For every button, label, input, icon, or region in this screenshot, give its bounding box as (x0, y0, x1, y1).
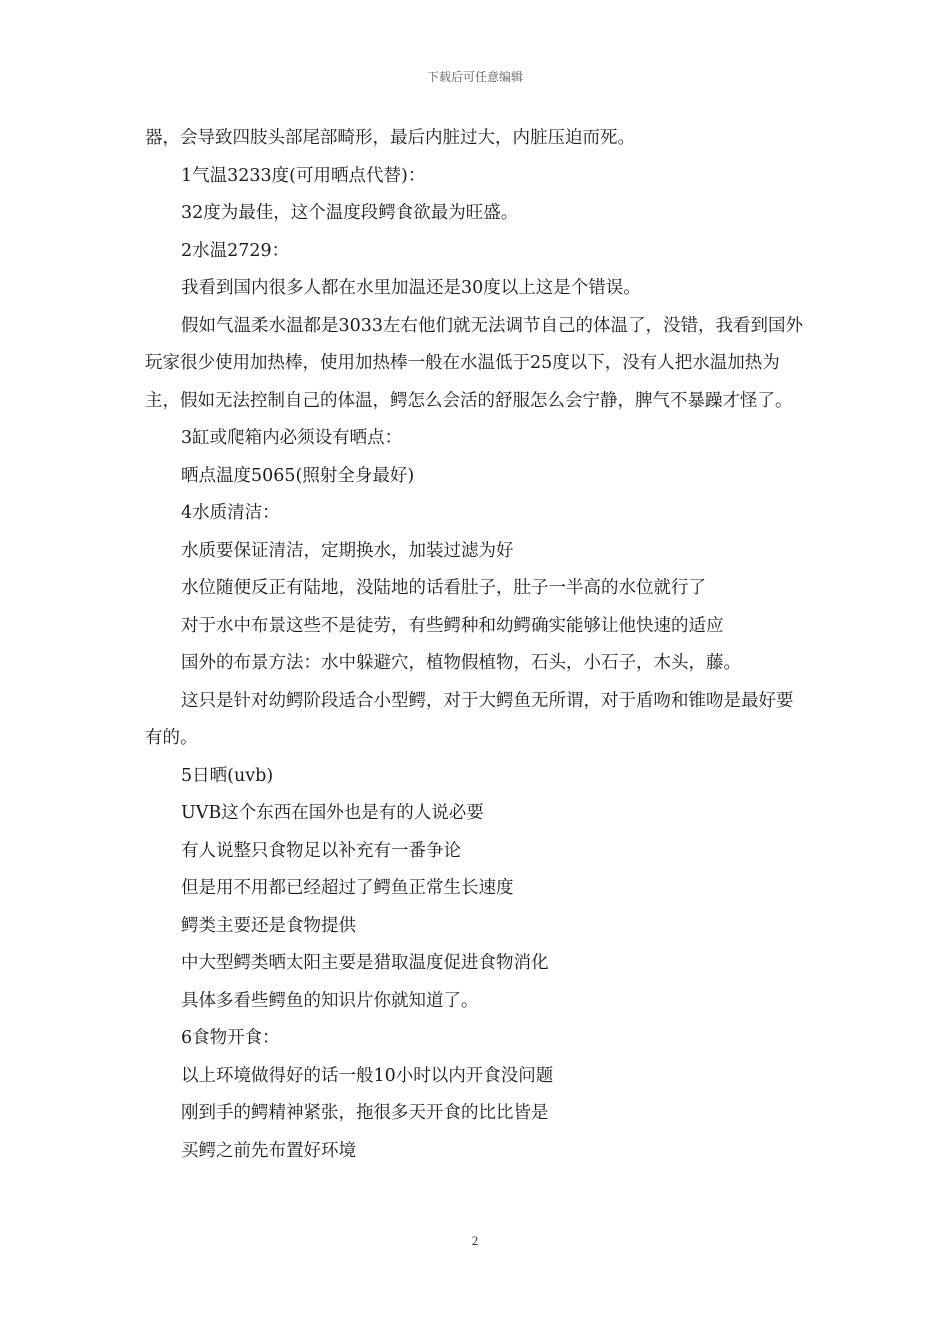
paragraph: 但是用不用都已经超过了鳄鱼正常生长速度 (181, 878, 514, 898)
paragraph: 具体多看些鳄鱼的知识片你就知道了。 (181, 990, 479, 1011)
paragraph: 有人说整只食物足以补充有一番争论 (181, 840, 461, 861)
paragraph: 6食物开食： (181, 1028, 280, 1048)
paragraph: 器，会导致四肢头部尾部畸形，最后内脏过大，内脏压迫而死。 (145, 128, 635, 148)
paragraph: 买鳄之前先布置好环境 (181, 1140, 356, 1161)
paragraph: 中大型鳄类晒太阳主要是猎取温度促进食物消化 (181, 953, 549, 973)
paragraph: 国外的布景方法：水中躲避穴，植物假植物，石头，小石子，木头，藤。 (181, 653, 741, 673)
paragraph: 1气温3233度(可用晒点代替)： (181, 165, 426, 186)
page-header: 下载后可任意编辑 (426, 70, 523, 84)
paragraph: 5日晒(uvb) (181, 765, 274, 786)
paragraph: 水质要保证清洁，定期换水，加装过滤为好 (181, 540, 514, 561)
paragraph: 假如气温柔水温都是3033左右他们就无法调节自己的体温了，没错，我看到国外玩家很少使用加热棒，使用加热棒一般在水温低于25度以下，没有人把水温加热为主，假如无法控制自己的体温，鳄怎么会活的舒服怎么会宁静，脾气不暴躁才怪了。 (145, 315, 804, 411)
paragraph: 以上环境做得好的话一般10小时以内开食没问题 (181, 1065, 554, 1086)
paragraph: UVB这个东西在国外也是有的人说必要 (181, 803, 484, 823)
paragraph: 对于水中布景这些不是徒劳，有些鳄种和幼鳄确实能够让他快速的适应 (181, 615, 724, 636)
paragraph: 我看到国内很多人都在水里加温还是30度以上这是个错误。 (181, 278, 641, 298)
paragraph: 这只是针对幼鳄阶段适合小型鳄，对于大鳄鱼无所谓，对于盾吻和锥吻是最好要有的。 (145, 690, 794, 748)
document-body (145, 120, 810, 1170)
paragraph: 4水质清洁： (181, 503, 280, 523)
paragraph: 刚到手的鳄精神紧张，拖很多天开食的比比皆是 (181, 1103, 549, 1123)
paragraph: 32度为最佳，这个温度段鳄食欲最为旺盛。 (181, 203, 519, 223)
paragraph: 3缸或爬箱内必须设有晒点： (181, 428, 403, 448)
paragraph: 2水温2729： (181, 240, 290, 261)
page-number: 2 (471, 1233, 479, 1248)
paragraph: 水位随便反正有陆地，没陆地的话看肚子，肚子一半高的水位就行了 (181, 578, 706, 598)
paragraph: 鳄类主要还是食物提供 (181, 915, 356, 936)
paragraph: 晒点温度5065(照射全身最好) (181, 465, 415, 486)
